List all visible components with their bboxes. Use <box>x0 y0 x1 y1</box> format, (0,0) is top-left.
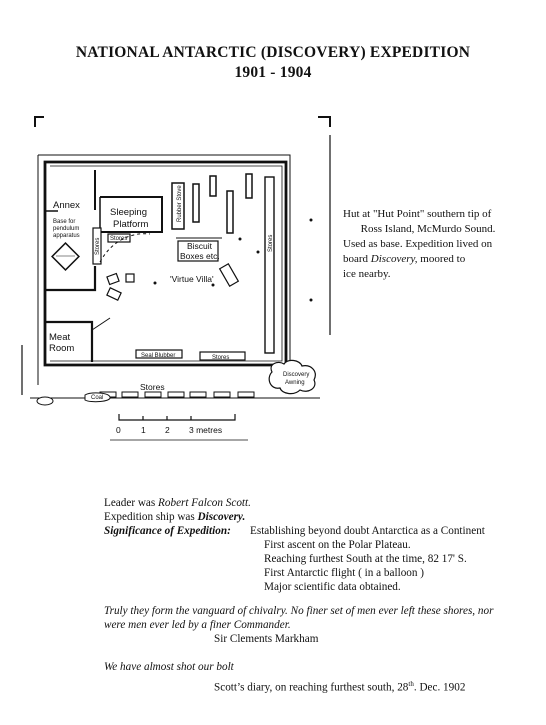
markham-quote-line-1: Truly they form the vanguard of chivalry. No finer set of men ever left these shores, nor <box>104 605 494 617</box>
label-stores-vertical: Stores <box>95 237 101 255</box>
ship-line: Expedition ship was Discovery. <box>104 511 246 523</box>
scale-tick-3: 3 metres <box>189 425 223 435</box>
scale-tick-2: 2 <box>165 425 170 435</box>
scott-quote: We have almost shot our bolt <box>104 661 234 673</box>
label-rubber-stove: Rubber Stove <box>177 185 183 222</box>
scale-tick-0: 0 <box>116 425 121 435</box>
leader-line: Leader was Robert Falcon Scott. <box>104 497 251 509</box>
label-biscuit-2: Boxes etc. <box>180 251 220 261</box>
document-dates: 1901 - 1904 <box>234 64 312 81</box>
hut-line-4: board Discovery, moored to <box>343 253 466 265</box>
label-virtue-villa: 'Virtue Villa' <box>170 274 214 284</box>
label-annex: Annex <box>53 200 80 211</box>
markham-attribution: Sir Clements Markham <box>214 633 319 645</box>
label-biscuit-1: Biscuit <box>187 241 213 251</box>
label-stores-bottom: Stores <box>212 355 230 361</box>
scott-attribution: Scott’s diary, on reaching furthest south, 28th. Dec. 1902 <box>214 680 466 694</box>
label-stores-right: Stores <box>268 234 274 252</box>
hut-line-2: Ross Island, McMurdo Sound. <box>360 223 496 235</box>
significance-item: First ascent on the Polar Plateau. <box>264 539 411 551</box>
label-stores-outer: Stores <box>140 382 165 392</box>
hut-line-1: Hut at "Hut Point" southern tip of <box>343 208 492 220</box>
label-awning-2: Awning <box>285 380 305 386</box>
label-meat-room-2: Room <box>49 343 75 354</box>
label-seal-blubber: Seal Blubber <box>141 353 176 359</box>
label-stores-small: Stores <box>110 236 128 242</box>
label-pendulum-1: Base for <box>53 219 76 225</box>
label-coal: Coal <box>91 395 104 401</box>
significance-item: Major scientific data obtained. <box>264 581 401 593</box>
hut-line-5: ice nearby. <box>343 268 391 280</box>
significance-item: First Antarctic flight ( in a balloon ) <box>264 567 425 579</box>
label-meat-room-1: Meat <box>49 332 71 343</box>
label-pendulum-2: pendulum <box>53 226 80 232</box>
markham-quote-line-2: were men ever led by a finer Commander. <box>104 619 291 631</box>
hut-description <box>343 207 543 282</box>
label-pendulum-3: apparatus <box>53 233 80 239</box>
document-title: NATIONAL ANTARCTIC (DISCOVERY) EXPEDITION <box>75 44 471 61</box>
label-sleeping-1: Sleeping <box>110 207 147 218</box>
significance-item: Establishing beyond doubt Antarctica as a Continent <box>250 525 485 537</box>
label-sleeping-2: Platform <box>113 219 149 230</box>
scale-tick-1: 1 <box>141 425 146 435</box>
significance-label: Significance of Expedition: <box>104 525 231 537</box>
significance-item: Reaching furthest South at the time, 82 17' S. <box>264 553 467 565</box>
hut-line-3: Used as base. Expedition lived on <box>343 238 493 250</box>
label-awning-1: Discovery <box>283 372 310 378</box>
